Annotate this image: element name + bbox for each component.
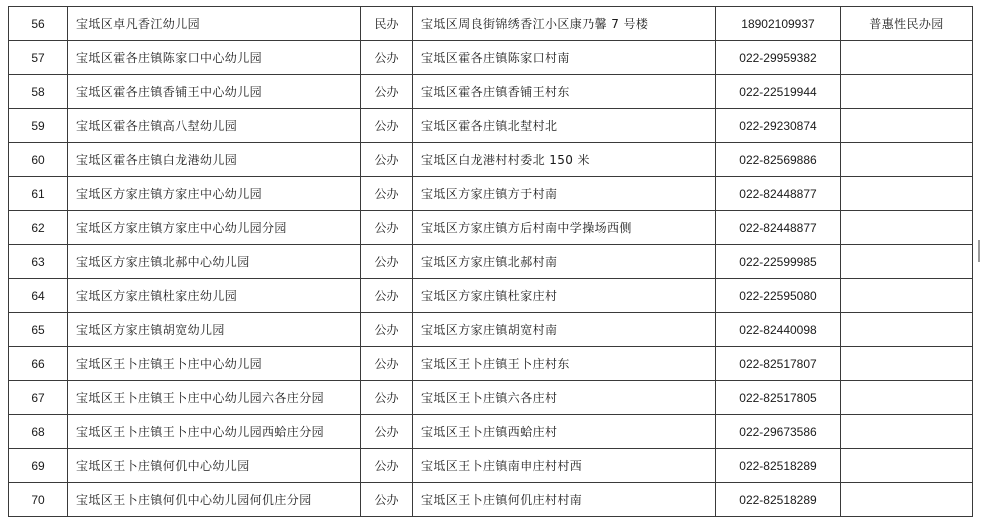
ownership-type: 公办 [361,279,413,313]
row-number: 62 [9,211,68,245]
ownership-type: 公办 [361,415,413,449]
remark: 普惠性民办园 [841,7,973,41]
row-number: 70 [9,483,68,517]
table-row [9,347,973,381]
phone-number: 022-82448877 [716,177,841,211]
row-number: 58 [9,75,68,109]
row-number: 69 [9,449,68,483]
remark [841,211,973,245]
remark [841,449,973,483]
address: 宝坻区方家庄镇方后村南中学操场西侧 [413,211,716,245]
remark [841,75,973,109]
kindergarten-name: 宝坻区王卜庄镇何仉中心幼儿园 [68,449,361,483]
phone-number: 18902109937 [716,7,841,41]
table-row [9,381,973,415]
kindergarten-name: 宝坻区霍各庄镇白龙港幼儿园 [68,143,361,177]
kindergarten-table [8,6,973,517]
ownership-type: 公办 [361,483,413,517]
table-row [9,313,973,347]
ownership-type: 公办 [361,109,413,143]
address: 宝坻区白龙港村村委北 150 米 [413,143,716,177]
address: 宝坻区方家庄镇方于村南 [413,177,716,211]
ownership-type: 公办 [361,449,413,483]
ownership-type: 公办 [361,313,413,347]
table-row [9,143,973,177]
table-row [9,7,973,41]
row-number: 66 [9,347,68,381]
row-number: 57 [9,41,68,75]
table-row [9,245,973,279]
address: 宝坻区王卜庄镇何仉庄村村南 [413,483,716,517]
phone-number: 022-29230874 [716,109,841,143]
address: 宝坻区霍各庄镇陈家口村南 [413,41,716,75]
phone-number: 022-22599985 [716,245,841,279]
kindergarten-name: 宝坻区方家庄镇北郝中心幼儿园 [68,245,361,279]
row-number: 65 [9,313,68,347]
ownership-type: 公办 [361,177,413,211]
kindergarten-name: 宝坻区王卜庄镇王卜庄中心幼儿园 [68,347,361,381]
kindergarten-name: 宝坻区方家庄镇方家庄中心幼儿园 [68,177,361,211]
remark [841,483,973,517]
address: 宝坻区方家庄镇胡宽村南 [413,313,716,347]
kindergarten-name: 宝坻区方家庄镇杜家庄幼儿园 [68,279,361,313]
address: 宝坻区霍各庄镇北堼村北 [413,109,716,143]
kindergarten-name: 宝坻区方家庄镇胡宽幼儿园 [68,313,361,347]
table-row [9,41,973,75]
phone-number: 022-82440098 [716,313,841,347]
phone-number: 022-29959382 [716,41,841,75]
table-row [9,279,973,313]
address: 宝坻区王卜庄镇六各庄村 [413,381,716,415]
remark [841,313,973,347]
phone-number: 022-82569886 [716,143,841,177]
remark [841,41,973,75]
table-row [9,483,973,517]
row-number: 60 [9,143,68,177]
address: 宝坻区王卜庄镇南申庄村村西 [413,449,716,483]
remark [841,347,973,381]
kindergarten-name: 宝坻区卓凡香江幼儿园 [68,7,361,41]
table-row [9,415,973,449]
remark [841,415,973,449]
kindergarten-name: 宝坻区霍各庄镇高八堼幼儿园 [68,109,361,143]
table-row [9,211,973,245]
phone-number: 022-82448877 [716,211,841,245]
phone-number: 022-82518289 [716,449,841,483]
ownership-type: 公办 [361,381,413,415]
address: 宝坻区周良街锦绣香江小区康乃馨 7 号楼 [413,7,716,41]
row-number: 67 [9,381,68,415]
address: 宝坻区方家庄镇北郝村南 [413,245,716,279]
row-number: 68 [9,415,68,449]
scroll-edge-marker [978,240,980,262]
table-row [9,109,973,143]
phone-number: 022-22595080 [716,279,841,313]
row-number: 63 [9,245,68,279]
address: 宝坻区王卜庄镇西蛤庄村 [413,415,716,449]
kindergarten-name: 宝坻区霍各庄镇陈家口中心幼儿园 [68,41,361,75]
phone-number: 022-82518289 [716,483,841,517]
phone-number: 022-82517807 [716,347,841,381]
ownership-type: 民办 [361,7,413,41]
table-body [9,7,973,517]
ownership-type: 公办 [361,41,413,75]
ownership-type: 公办 [361,143,413,177]
kindergarten-name: 宝坻区方家庄镇方家庄中心幼儿园分园 [68,211,361,245]
remark [841,245,973,279]
remark [841,279,973,313]
ownership-type: 公办 [361,211,413,245]
table-row [9,75,973,109]
phone-number: 022-82517805 [716,381,841,415]
table-row [9,449,973,483]
remark [841,381,973,415]
ownership-type: 公办 [361,245,413,279]
remark [841,177,973,211]
row-number: 56 [9,7,68,41]
kindergarten-name: 宝坻区王卜庄镇王卜庄中心幼儿园西蛤庄分园 [68,415,361,449]
table-row [9,177,973,211]
address: 宝坻区方家庄镇杜家庄村 [413,279,716,313]
address: 宝坻区王卜庄镇王卜庄村东 [413,347,716,381]
ownership-type: 公办 [361,347,413,381]
kindergarten-name: 宝坻区霍各庄镇香铺王中心幼儿园 [68,75,361,109]
row-number: 64 [9,279,68,313]
row-number: 59 [9,109,68,143]
remark [841,109,973,143]
phone-number: 022-29673586 [716,415,841,449]
row-number: 61 [9,177,68,211]
ownership-type: 公办 [361,75,413,109]
address: 宝坻区霍各庄镇香铺王村东 [413,75,716,109]
kindergarten-name: 宝坻区王卜庄镇何仉中心幼儿园何仉庄分园 [68,483,361,517]
kindergarten-name: 宝坻区王卜庄镇王卜庄中心幼儿园六各庄分园 [68,381,361,415]
phone-number: 022-22519944 [716,75,841,109]
remark [841,143,973,177]
